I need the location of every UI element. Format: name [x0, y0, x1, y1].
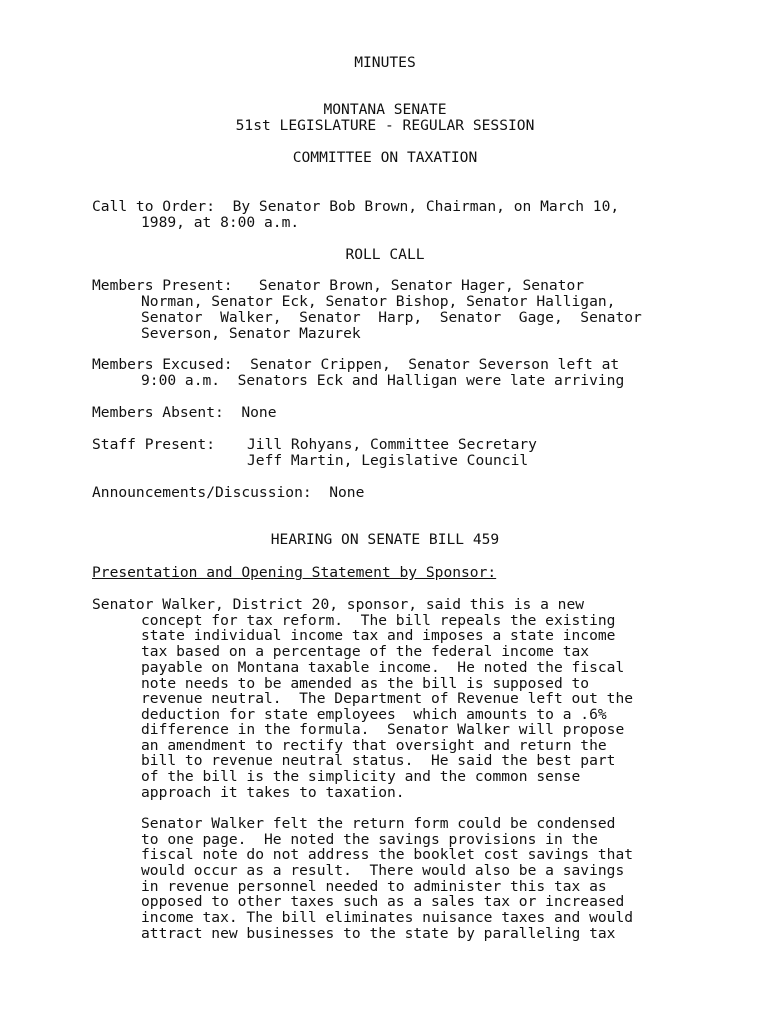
paragraph2-line-5: in revenue personnel needed to administer this tax as [141, 878, 607, 895]
members-present-line-2: Norman, Senator Eck, Senator Bishop, Senator Halligan, [141, 293, 616, 310]
minutes-title: MINUTES [354, 54, 416, 71]
paragraph1-line-1: Senator Walker, District 20, sponsor, said this is a new [92, 596, 585, 613]
paragraph1-line-5: payable on Montana taxable income. He noted the fiscal [141, 659, 625, 676]
paragraph2-line-4: would occur as a result. There would also be a savings [141, 862, 625, 879]
paragraph1-line-8: deduction for state employees which amounts to a .6% [141, 706, 607, 723]
call-to-order-line-2: 1989, at 8:00 a.m. [141, 214, 300, 231]
roll-call-heading: ROLL CALL [345, 246, 425, 263]
members-present-line-1: Members Present: Senator Brown, Senator Hager, Senator [92, 277, 585, 294]
staff-present-line-2: Jeff Martin, Legislative Council [247, 452, 529, 469]
paragraph1-line-11: bill to revenue neutral status. He said the best part [141, 752, 616, 769]
hearing-subheading: Presentation and Opening Statement by Sponsor: [92, 564, 497, 581]
paragraph1-line-7: revenue neutral. The Department of Revenue left out the [141, 690, 634, 707]
paragraph2-line-6: opposed to other taxes such as a sales tax or increased [141, 893, 625, 910]
staff-present-label: Staff Present: [92, 436, 216, 453]
members-absent: Members Absent: None [92, 404, 277, 421]
members-excused-line-1: Members Excused: Senator Crippen, Senator Severson left at [92, 356, 620, 373]
paragraph1-line-13: approach it takes to taxation. [141, 784, 405, 801]
members-present-line-3: Senator Walker, Senator Harp, Senator Gage, Senator [141, 309, 642, 326]
paragraph1-line-6: note needs to be amended as the bill is supposed to [141, 675, 590, 692]
paragraph1-line-4: tax based on a percentage of the federal income tax [141, 643, 590, 660]
staff-present-line-1: Jill Rohyans, Committee Secretary [247, 436, 537, 453]
members-excused-line-2: 9:00 a.m. Senators Eck and Halligan were late arriving [141, 372, 625, 389]
paragraph1-line-9: difference in the formula. Senator Walker will propose [141, 721, 625, 738]
paragraph1-line-2: concept for tax reform. The bill repeals the existing [141, 612, 616, 629]
paragraph2-line-2: to one page. He noted the savings provisions in the [141, 831, 598, 848]
hearing-heading: HEARING ON SENATE BILL 459 [270, 531, 500, 548]
paragraph1-line-12: of the bill is the simplicity and the common sense [141, 768, 581, 785]
members-present-line-4: Severson, Senator Mazurek [141, 325, 361, 342]
call-to-order-line-1: Call to Order: By Senator Bob Brown, Chairman, on March 10, [92, 198, 620, 215]
session-title: 51st LEGISLATURE - REGULAR SESSION [235, 117, 535, 134]
paragraph1-line-3: state individual income tax and imposes a state income [141, 627, 616, 644]
paragraph1-line-10: an amendment to rectify that oversight and return the [141, 737, 607, 754]
announcements: Announcements/Discussion: None [92, 484, 365, 501]
senate-title: MONTANA SENATE [323, 101, 447, 118]
paragraph2-line-8: attract new businesses to the state by paralleling tax [141, 925, 616, 942]
paragraph2-line-1: Senator Walker felt the return form could be condensed [141, 815, 616, 832]
paragraph2-line-3: fiscal note do not address the booklet cost savings that [141, 846, 634, 863]
committee-title: COMMITTEE ON TAXATION [292, 149, 478, 166]
paragraph2-line-7: income tax. The bill eliminates nuisance taxes and would [141, 909, 634, 926]
